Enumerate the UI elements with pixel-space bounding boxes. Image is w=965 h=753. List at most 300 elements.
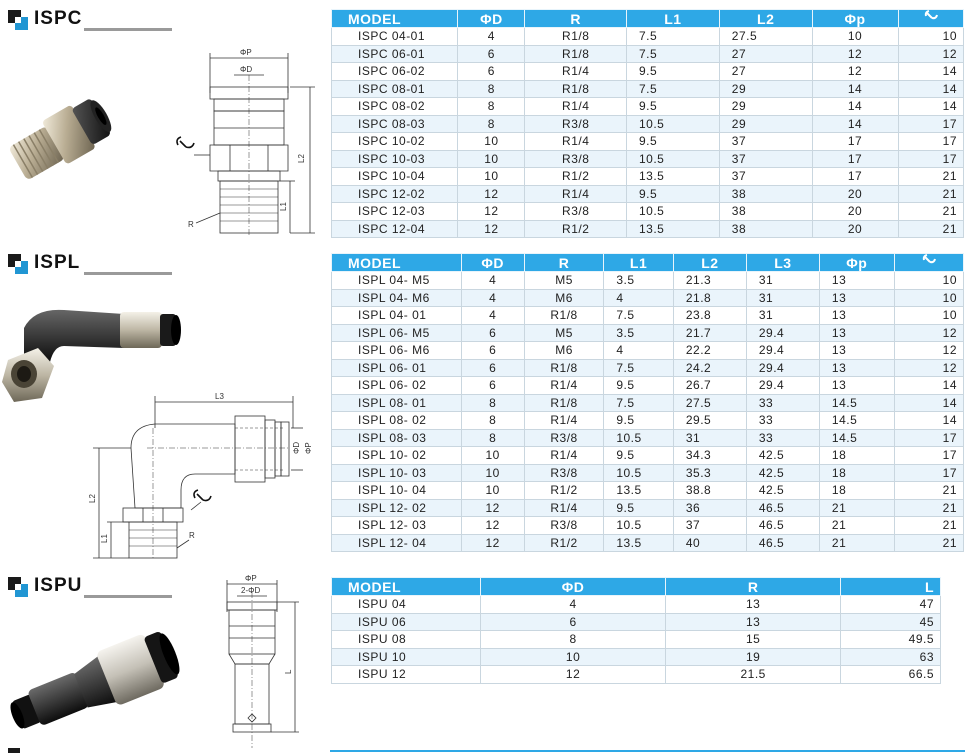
wrench-icon (194, 490, 211, 501)
value-cell: 10.5 (627, 150, 720, 168)
col-header-l2: L2 (719, 10, 812, 28)
value-cell: 38 (719, 185, 812, 203)
value-cell: 17 (894, 429, 963, 447)
value-cell: 12 (458, 220, 525, 238)
col-header-r: R (525, 10, 627, 28)
value-cell: 46.5 (746, 499, 819, 517)
col-header-model: MODEL (332, 578, 481, 596)
dim-label-d: ΦD (292, 441, 301, 454)
value-cell: 20 (812, 185, 898, 203)
value-cell: 27.5 (673, 394, 746, 412)
value-cell: 46.5 (746, 534, 819, 552)
spec-table-ispc (331, 9, 964, 238)
value-cell: 14 (812, 80, 898, 98)
value-cell: 37 (673, 517, 746, 535)
model-cell: ISPL 12- 03 (332, 517, 462, 535)
value-cell: 23.8 (673, 307, 746, 325)
value-cell: 10.5 (604, 517, 674, 535)
model-cell: ISPC 08-03 (332, 115, 458, 133)
value-cell: 21 (898, 168, 963, 186)
value-cell: 21 (894, 517, 963, 535)
value-cell: 10 (894, 307, 963, 325)
value-cell: 6 (461, 324, 524, 342)
value-cell: 13 (819, 359, 894, 377)
value-cell: 14.5 (819, 412, 894, 430)
value-cell: R1/8 (524, 307, 604, 325)
model-cell: ISPL 08- 03 (332, 429, 462, 447)
value-cell: R3/8 (524, 464, 604, 482)
value-cell: 18 (819, 482, 894, 500)
dim-label-r: R (188, 220, 194, 229)
table-row (332, 534, 964, 552)
model-cell: ISPU 10 (332, 648, 481, 666)
value-cell: 12 (894, 324, 963, 342)
value-cell: 14.5 (819, 429, 894, 447)
table-row (332, 115, 964, 133)
section-header-ispu (6, 575, 166, 605)
ispu-technical-drawing (215, 572, 305, 752)
dim-label-p: ΦP (304, 442, 313, 454)
value-cell: 4 (458, 28, 525, 46)
table-row (332, 429, 964, 447)
value-cell: 8 (458, 98, 525, 116)
model-cell: ISPL 04- M6 (332, 289, 462, 307)
ispl-technical-drawing (85, 388, 325, 563)
value-cell: R3/8 (525, 150, 627, 168)
value-cell: 9.5 (627, 133, 720, 151)
dim-label-p: ΦP (240, 48, 252, 57)
value-cell: 21 (894, 482, 963, 500)
table-row (332, 28, 964, 46)
value-cell: 6 (458, 45, 525, 63)
col-header-l1: L1 (627, 10, 720, 28)
wrench-icon (177, 137, 194, 148)
value-cell: 42.5 (746, 464, 819, 482)
value-cell: 21 (819, 517, 894, 535)
value-cell: 13.5 (627, 168, 720, 186)
value-cell: 37 (719, 133, 812, 151)
ispc-technical-drawing (170, 45, 320, 240)
value-cell: 33 (746, 394, 819, 412)
model-cell: ISPC 08-01 (332, 80, 458, 98)
value-cell: 47 (841, 596, 941, 614)
value-cell: 7.5 (604, 307, 674, 325)
value-cell: 4 (461, 272, 524, 290)
value-cell: 21 (898, 220, 963, 238)
table-row (332, 272, 964, 290)
value-cell: 10 (898, 28, 963, 46)
value-cell: 8 (461, 412, 524, 430)
model-cell: ISPL 10- 04 (332, 482, 462, 500)
value-cell: 3.5 (604, 324, 674, 342)
dim-label-l: L (284, 669, 293, 674)
value-cell: 14.5 (819, 394, 894, 412)
model-cell: ISPC 10-04 (332, 168, 458, 186)
value-cell: 10 (461, 482, 524, 500)
value-cell: 17 (894, 447, 963, 465)
table-row (332, 394, 964, 412)
section-rule (84, 595, 172, 598)
value-cell: 9.5 (627, 98, 720, 116)
value-cell: 12 (812, 45, 898, 63)
table-row (332, 482, 964, 500)
col-header-model: MODEL (332, 254, 462, 272)
col-header-model: MODEL (332, 10, 458, 28)
value-cell: 37 (719, 150, 812, 168)
value-cell: 21.3 (673, 272, 746, 290)
value-cell: 38.8 (673, 482, 746, 500)
col-header-r: R (524, 254, 604, 272)
wrench-icon (922, 254, 936, 268)
value-cell: 17 (894, 464, 963, 482)
model-cell: ISPU 04 (332, 596, 481, 614)
value-cell: 8 (461, 429, 524, 447)
col-header-od: ΦD (461, 254, 524, 272)
model-cell: ISPC 04-01 (332, 28, 458, 46)
value-cell: R1/4 (525, 98, 627, 116)
value-cell: 7.5 (604, 359, 674, 377)
value-cell: 49.5 (841, 631, 941, 649)
value-cell: 18 (819, 464, 894, 482)
value-cell: 40 (673, 534, 746, 552)
value-cell: 17 (898, 133, 963, 151)
value-cell: 4 (481, 596, 666, 614)
model-cell: ISPC 06-01 (332, 45, 458, 63)
col-header-l2: L2 (673, 254, 746, 272)
section-marker-icon (8, 10, 28, 30)
value-cell: M6 (524, 342, 604, 360)
table-row (332, 631, 941, 649)
col-header-l3: L3 (746, 254, 819, 272)
value-cell: 9.5 (627, 63, 720, 81)
value-cell: 6 (481, 613, 666, 631)
value-cell: 9.5 (604, 499, 674, 517)
value-cell: M6 (524, 289, 604, 307)
section-marker-icon (8, 254, 28, 274)
value-cell: 26.7 (673, 377, 746, 395)
table-row (332, 648, 941, 666)
value-cell: 21 (894, 499, 963, 517)
value-cell: R1/8 (525, 28, 627, 46)
value-cell: 10.5 (604, 429, 674, 447)
value-cell: 21.8 (673, 289, 746, 307)
value-cell: 18 (819, 447, 894, 465)
table-row (332, 133, 964, 151)
dim-label-l1: L1 (100, 534, 109, 543)
model-cell: ISPL 04- M5 (332, 272, 462, 290)
value-cell: 4 (604, 342, 674, 360)
value-cell: R3/8 (525, 115, 627, 133)
value-cell: 13 (665, 613, 840, 631)
value-cell: R3/8 (525, 203, 627, 221)
value-cell: 14 (894, 394, 963, 412)
value-cell: 6 (458, 63, 525, 81)
section-header-ispl (6, 252, 166, 282)
value-cell: 20 (812, 203, 898, 221)
value-cell: R1/4 (524, 447, 604, 465)
table-row (332, 499, 964, 517)
table-row (332, 45, 964, 63)
value-cell: R1/2 (525, 168, 627, 186)
value-cell: 17 (898, 115, 963, 133)
value-cell: 8 (458, 80, 525, 98)
model-cell: ISPC 10-02 (332, 133, 458, 151)
value-cell: 13 (819, 289, 894, 307)
spec-table-ispu (331, 577, 941, 684)
section-title: ISPU (34, 575, 83, 596)
value-cell: 46.5 (746, 517, 819, 535)
value-cell: 37 (719, 168, 812, 186)
value-cell: R1/2 (524, 482, 604, 500)
value-cell: 10 (812, 28, 898, 46)
model-cell: ISPU 06 (332, 613, 481, 631)
value-cell: 9.5 (604, 412, 674, 430)
value-cell: 10.5 (627, 203, 720, 221)
table-header-row (332, 254, 964, 272)
value-cell: 12 (461, 517, 524, 535)
table-row (332, 324, 964, 342)
model-cell: ISPU 08 (332, 631, 481, 649)
value-cell: 10 (458, 168, 525, 186)
value-cell: 21.5 (665, 666, 840, 684)
value-cell: 33 (746, 412, 819, 430)
col-header-wrench (898, 10, 963, 28)
value-cell: 10 (461, 447, 524, 465)
model-cell: ISPL 10- 03 (332, 464, 462, 482)
table-row (332, 98, 964, 116)
value-cell: M5 (524, 272, 604, 290)
value-cell: 21.7 (673, 324, 746, 342)
col-header-op: Φp (819, 254, 894, 272)
value-cell: 6 (461, 359, 524, 377)
table-row (332, 596, 941, 614)
value-cell: 12 (458, 185, 525, 203)
value-cell: 15 (665, 631, 840, 649)
value-cell: 9.5 (604, 447, 674, 465)
value-cell: 3.5 (604, 272, 674, 290)
value-cell: 21 (819, 499, 894, 517)
value-cell: 38 (719, 203, 812, 221)
value-cell: 27 (719, 63, 812, 81)
table-row (332, 464, 964, 482)
table-row (332, 80, 964, 98)
value-cell: 20 (812, 220, 898, 238)
value-cell: 31 (746, 272, 819, 290)
value-cell: 14 (812, 115, 898, 133)
value-cell: 7.5 (604, 394, 674, 412)
value-cell: 29 (719, 98, 812, 116)
dim-label-p: ΦP (245, 574, 257, 583)
table-row (332, 63, 964, 81)
value-cell: 12 (812, 63, 898, 81)
value-cell: 34.3 (673, 447, 746, 465)
table-row (332, 203, 964, 221)
table-row (332, 220, 964, 238)
dim-label-l2: L2 (297, 154, 306, 163)
value-cell: 7.5 (627, 80, 720, 98)
value-cell: 13 (819, 377, 894, 395)
value-cell: 8 (461, 394, 524, 412)
col-header-l1: L1 (604, 254, 674, 272)
table-row (332, 613, 941, 631)
next-section-rule (330, 750, 965, 752)
value-cell: 38 (719, 220, 812, 238)
table-row (332, 666, 941, 684)
col-header-wrench (894, 254, 963, 272)
value-cell: 13 (819, 307, 894, 325)
model-cell: ISPU 12 (332, 666, 481, 684)
table-row (332, 342, 964, 360)
value-cell: R1/2 (524, 534, 604, 552)
model-cell: ISPL 06- M6 (332, 342, 462, 360)
col-header-r: R (665, 578, 840, 596)
value-cell: 10 (461, 464, 524, 482)
value-cell: 42.5 (746, 447, 819, 465)
model-cell: ISPC 10-03 (332, 150, 458, 168)
value-cell: 14 (894, 377, 963, 395)
value-cell: R1/8 (524, 359, 604, 377)
value-cell: R1/8 (524, 394, 604, 412)
value-cell: R1/4 (524, 412, 604, 430)
model-cell: ISPL 10- 02 (332, 447, 462, 465)
table-row (332, 289, 964, 307)
col-header-od: ΦD (481, 578, 666, 596)
model-cell: ISPC 12-02 (332, 185, 458, 203)
value-cell: 29.4 (746, 377, 819, 395)
table-row (332, 168, 964, 186)
value-cell: 10 (481, 648, 666, 666)
value-cell: 9.5 (627, 185, 720, 203)
value-cell: 10.5 (604, 464, 674, 482)
table-row (332, 377, 964, 395)
value-cell: 45 (841, 613, 941, 631)
value-cell: 42.5 (746, 482, 819, 500)
value-cell: 29.4 (746, 359, 819, 377)
value-cell: 17 (812, 133, 898, 151)
value-cell: 17 (898, 150, 963, 168)
spec-table-ispl (331, 253, 964, 552)
ispc-product-photo (5, 78, 123, 193)
section-title: ISPL (34, 252, 81, 273)
value-cell: 19 (665, 648, 840, 666)
value-cell: 6 (461, 342, 524, 360)
value-cell: R3/8 (524, 517, 604, 535)
model-cell: ISPC 12-03 (332, 203, 458, 221)
value-cell: 13.5 (604, 534, 674, 552)
dim-label-r: R (189, 531, 195, 540)
value-cell: R1/4 (524, 377, 604, 395)
value-cell: R1/4 (525, 63, 627, 81)
value-cell: 36 (673, 499, 746, 517)
section-header-ispc (6, 8, 166, 38)
value-cell: R1/8 (525, 80, 627, 98)
model-cell: ISPL 08- 01 (332, 394, 462, 412)
value-cell: 14 (812, 98, 898, 116)
model-cell: ISPL 12- 04 (332, 534, 462, 552)
model-cell: ISPL 08- 02 (332, 412, 462, 430)
value-cell: 13 (819, 272, 894, 290)
value-cell: 35.3 (673, 464, 746, 482)
dim-label-l2: L2 (88, 494, 97, 503)
section-title: ISPC (34, 8, 83, 29)
value-cell: 29 (719, 115, 812, 133)
value-cell: 14 (898, 80, 963, 98)
value-cell: M5 (524, 324, 604, 342)
value-cell: 7.5 (627, 28, 720, 46)
value-cell: 12 (458, 203, 525, 221)
value-cell: 14 (894, 412, 963, 430)
table-row (332, 517, 964, 535)
value-cell: 13.5 (627, 220, 720, 238)
value-cell: 29 (719, 80, 812, 98)
wrench-icon (924, 10, 938, 24)
value-cell: 14 (898, 98, 963, 116)
value-cell: 29.5 (673, 412, 746, 430)
dim-label-l1: L1 (279, 202, 288, 211)
value-cell: 14 (898, 63, 963, 81)
table-row (332, 412, 964, 430)
value-cell: 8 (481, 631, 666, 649)
dim-label-l3: L3 (215, 392, 224, 401)
value-cell: 21 (819, 534, 894, 552)
model-cell: ISPL 06- M5 (332, 324, 462, 342)
value-cell: R1/4 (524, 499, 604, 517)
value-cell: 29.4 (746, 342, 819, 360)
section-marker-icon (8, 577, 28, 597)
table-row (332, 150, 964, 168)
model-cell: ISPC 06-02 (332, 63, 458, 81)
value-cell: 33 (746, 429, 819, 447)
model-cell: ISPL 06- 01 (332, 359, 462, 377)
col-header-op: Φp (812, 10, 898, 28)
model-cell: ISPC 12-04 (332, 220, 458, 238)
value-cell: 21 (898, 203, 963, 221)
model-cell: ISPL 04- 01 (332, 307, 462, 325)
value-cell: 17 (812, 168, 898, 186)
value-cell: R1/4 (525, 133, 627, 151)
table-row (332, 185, 964, 203)
value-cell: 4 (461, 289, 524, 307)
section-rule (84, 28, 172, 31)
table-row (332, 359, 964, 377)
value-cell: 7.5 (627, 45, 720, 63)
value-cell: 29.4 (746, 324, 819, 342)
value-cell: 13 (819, 324, 894, 342)
value-cell: 12 (898, 45, 963, 63)
value-cell: 17 (812, 150, 898, 168)
model-cell: ISPL 06- 02 (332, 377, 462, 395)
value-cell: 27 (719, 45, 812, 63)
value-cell: 24.2 (673, 359, 746, 377)
value-cell: R1/4 (525, 185, 627, 203)
value-cell: 10.5 (627, 115, 720, 133)
col-header-l: L (841, 578, 941, 596)
ispu-product-photo (2, 610, 192, 740)
value-cell: 31 (746, 289, 819, 307)
value-cell: 63 (841, 648, 941, 666)
value-cell: R1/2 (525, 220, 627, 238)
value-cell: 4 (461, 307, 524, 325)
value-cell: 21 (898, 185, 963, 203)
value-cell: 6 (461, 377, 524, 395)
table-header-row (332, 10, 964, 28)
value-cell: R1/8 (525, 45, 627, 63)
value-cell: 10 (458, 133, 525, 151)
value-cell: 22.2 (673, 342, 746, 360)
value-cell: 12 (461, 499, 524, 517)
value-cell: R3/8 (524, 429, 604, 447)
next-section-marker (8, 748, 20, 753)
